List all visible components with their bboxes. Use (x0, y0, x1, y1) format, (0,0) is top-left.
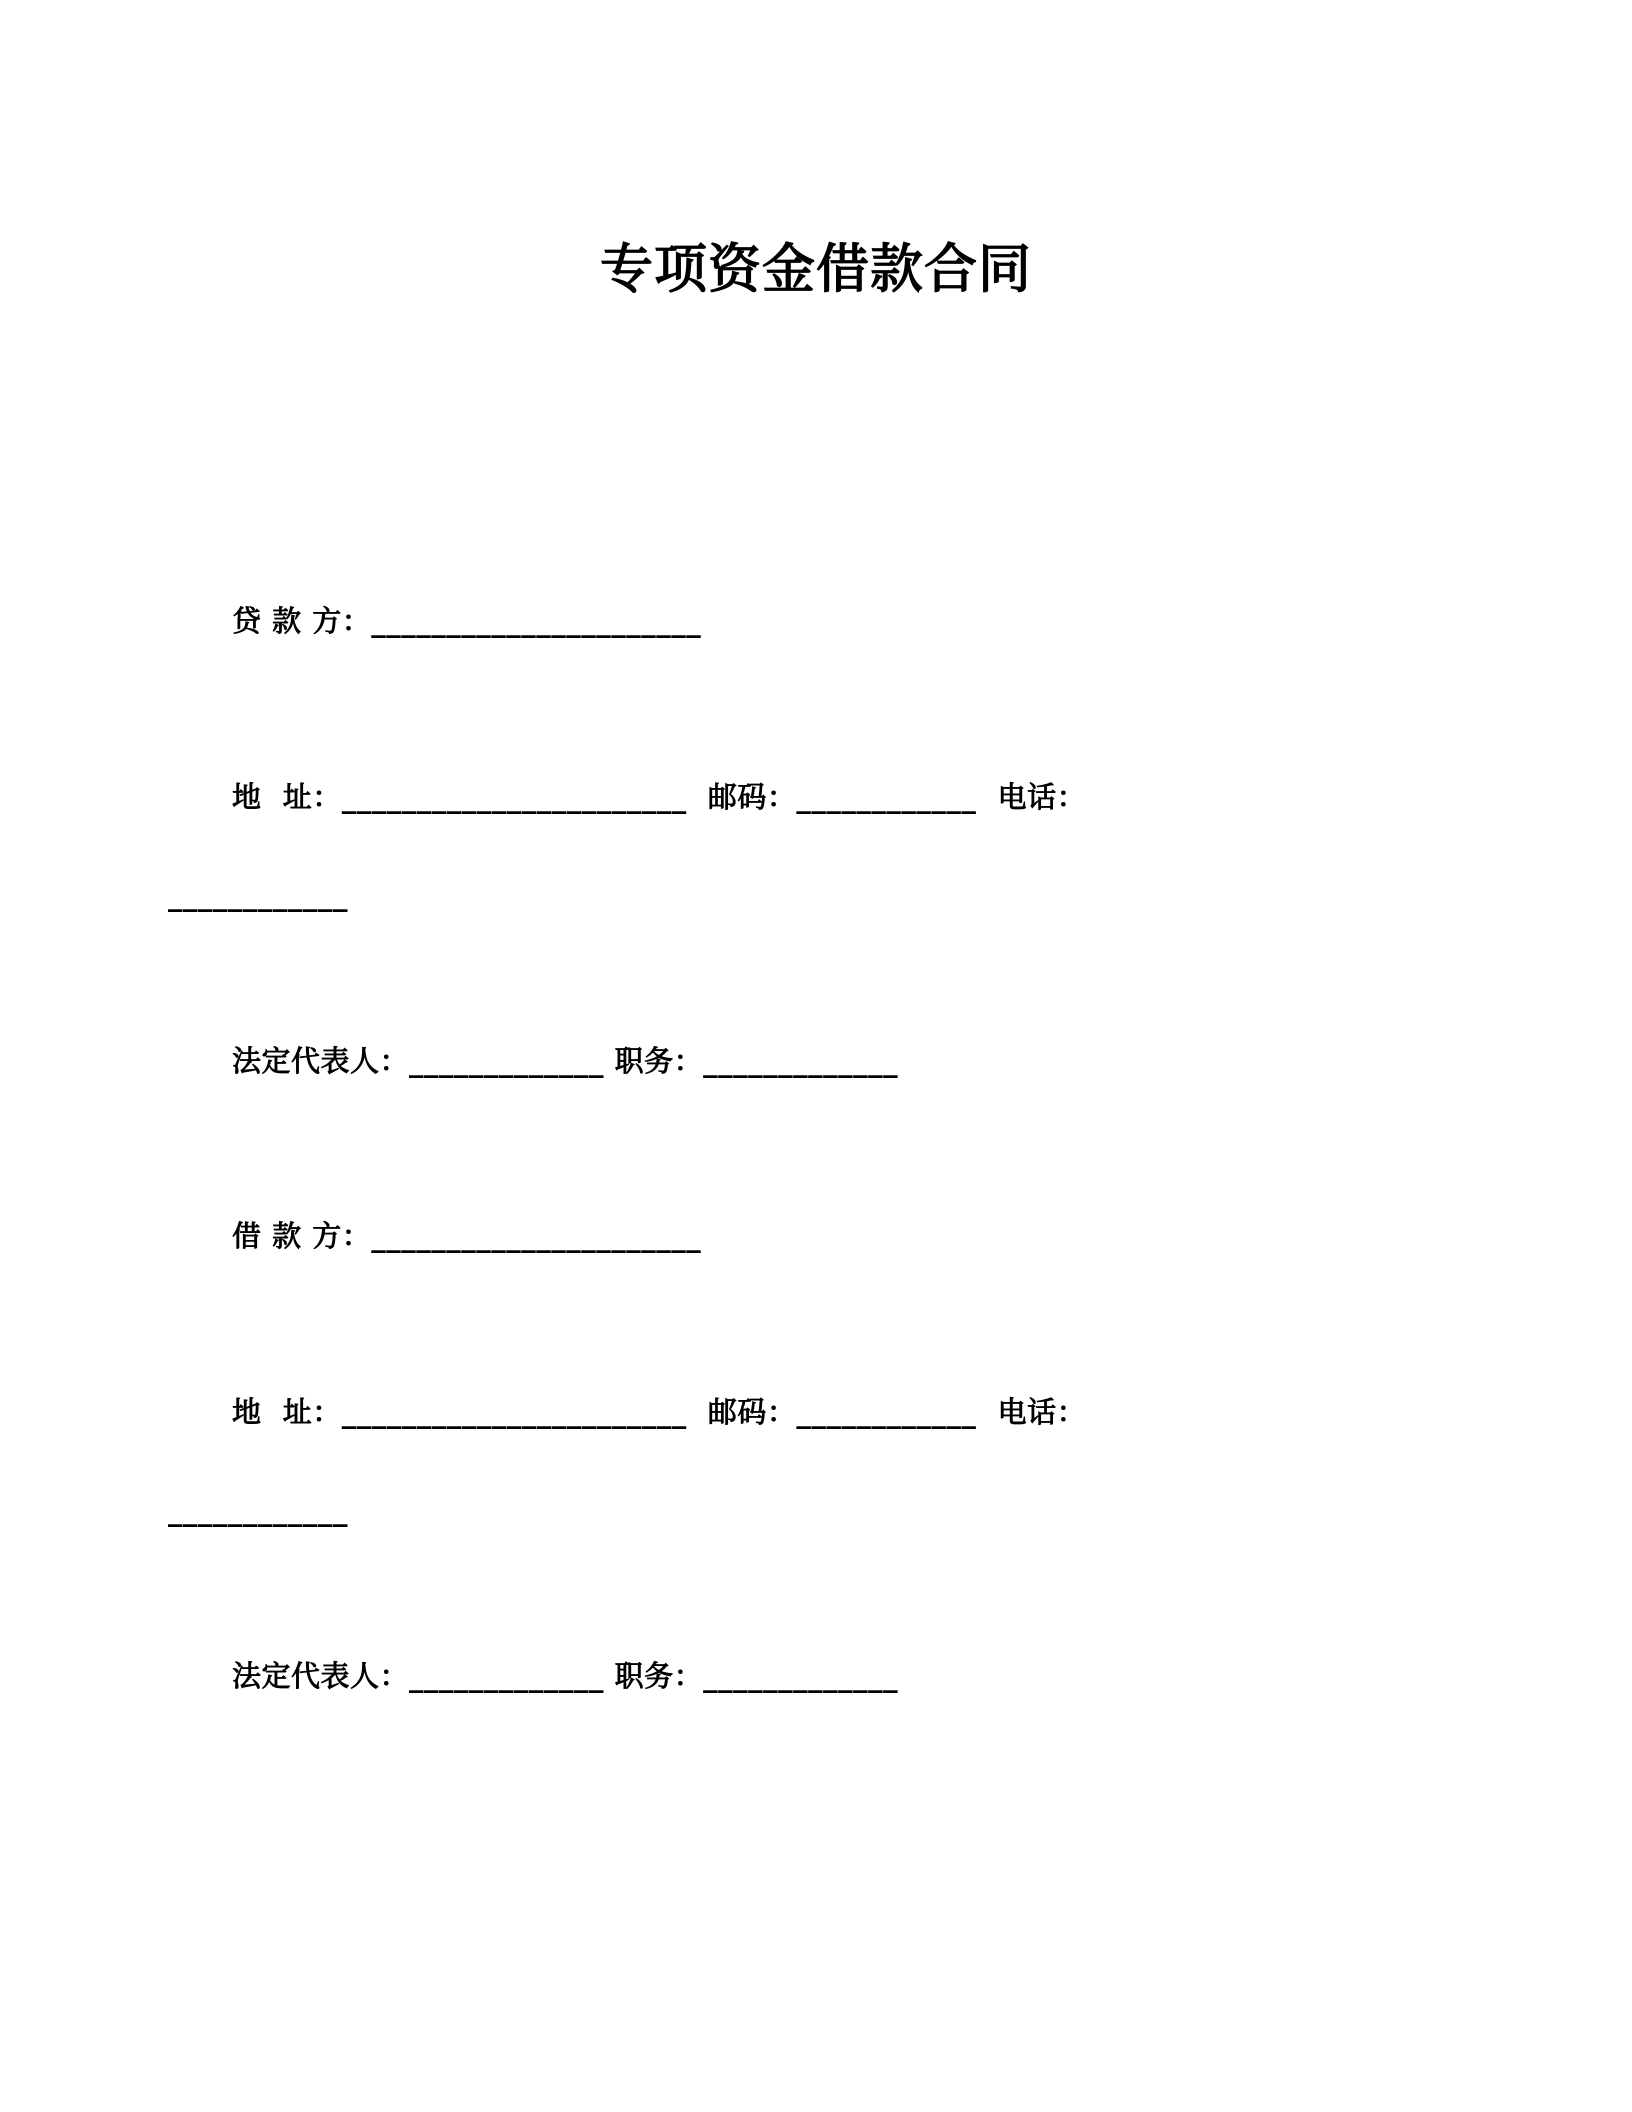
borrower-section (168, 1215, 1532, 1698)
contract-body (168, 600, 1532, 1698)
spacer (232, 1434, 1532, 1489)
spacer (232, 1083, 1532, 1215)
lender-address-continuation: ____________ (168, 878, 348, 912)
lender-party-line: 贷 款 方：______________________ (232, 604, 702, 638)
borrower-party-line: 借 款 方：______________________ (232, 1219, 702, 1253)
spacer (232, 918, 1532, 1040)
lender-section (168, 600, 1532, 1083)
spacer (232, 644, 1532, 776)
spacer (232, 1259, 1532, 1391)
borrower-address-continuation: ____________ (168, 1493, 348, 1527)
borrower-address-line: 地 址：_______________________ 邮码：____________ 电话： (232, 1394, 1087, 1429)
spacer (232, 1533, 1532, 1655)
lender-address-line: 地 址：_______________________ 邮码：____________ 电话： (232, 779, 1087, 814)
borrower-representative-line: 法定代表人：_____________ 职务：_____________ (232, 1658, 899, 1693)
lender-representative-line: 法定代表人：_____________ 职务：_____________ (232, 1043, 899, 1078)
page-title: 专项资金借款合同 (600, 239, 1032, 300)
spacer (232, 819, 1532, 874)
